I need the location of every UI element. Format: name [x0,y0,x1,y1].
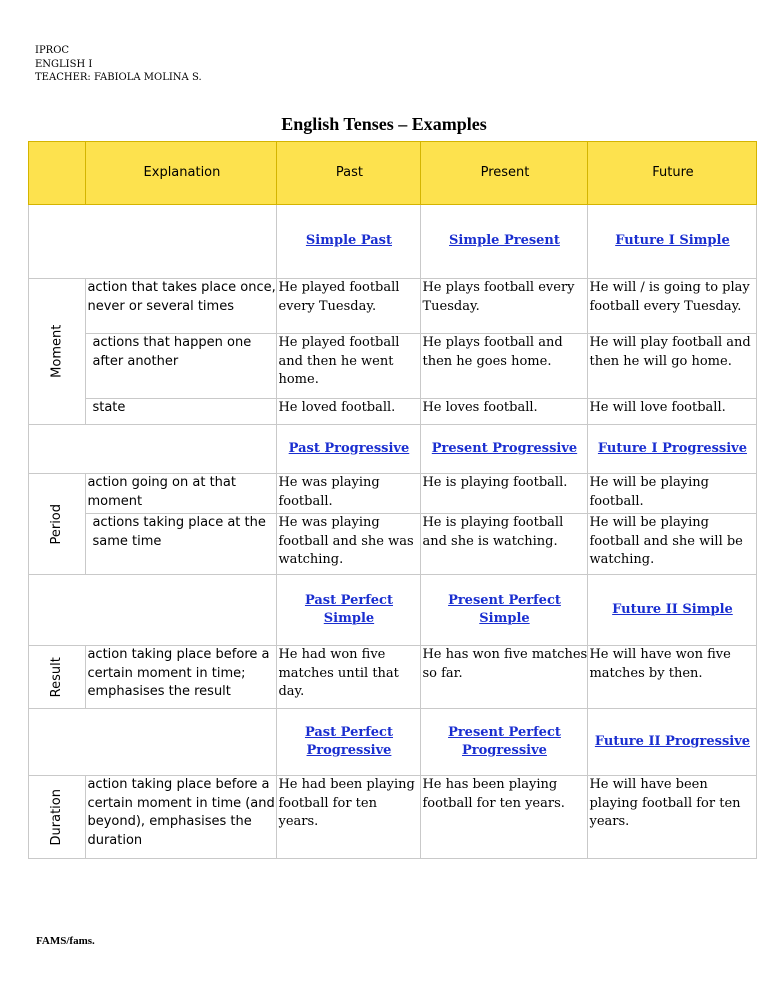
tense-link-future-ii-simple[interactable]: Future II Simple [588,575,757,646]
tense-link-future-i-progressive[interactable]: Future I Progressive [588,425,757,474]
tense-names-row [29,425,757,474]
group-label-result: Result [29,646,86,709]
teacher-name: TEACHER: FABIOLA MOLINA S. [35,72,202,83]
tense-names-blank [29,425,277,474]
group-label-duration: Duration [29,776,86,859]
example-past: He was playing football and she was watching. [277,514,421,575]
tense-names-row [29,575,757,646]
column-header-past: Past [277,142,421,205]
table-header-row [29,142,757,205]
table-row [29,646,757,709]
table-row [29,514,757,575]
example-future: He will / is going to play football every Tuesday. [588,279,757,334]
example-future: He will love football. [588,399,757,425]
explanation-cell: action taking place before a certain moment in time; emphasises the result [86,646,277,709]
example-future: He will have been playing football for ten years. [588,776,757,859]
explanation-cell: action going on at that moment [86,474,277,514]
example-present: He has been playing football for ten years. [421,776,588,859]
tense-link-past-perfect-progressive[interactable]: Past Perfect Progressive [277,709,421,776]
document-header [35,44,202,85]
tense-link-simple-present[interactable]: Simple Present [421,205,588,279]
table-row [29,399,757,425]
example-future: He will play football and then he will go home. [588,334,757,399]
course-name: ENGLISH I [35,58,93,70]
tense-link-present-progressive[interactable]: Present Progressive [421,425,588,474]
example-future: He will have won five matches by then. [588,646,757,709]
tense-link-past-progressive[interactable]: Past Progressive [277,425,421,474]
footer-signature: FAMS/fams. [36,935,95,947]
example-past: He played football and then he went home. [277,334,421,399]
tense-link-present-perfect-simple[interactable]: Present Perfect Simple [421,575,588,646]
example-past: He loved football. [277,399,421,425]
tense-names-blank [29,205,277,279]
example-past: He had been playing football for ten years. [277,776,421,859]
example-future: He will be playing football. [588,474,757,514]
tense-link-simple-past[interactable]: Simple Past [277,205,421,279]
example-present: He has won five matches so far. [421,646,588,709]
table-row [29,776,757,859]
group-label-moment: Moment [29,279,86,425]
example-present: He loves football. [421,399,588,425]
example-present: He is playing football. [421,474,588,514]
tense-names-row [29,709,757,776]
table-row [29,474,757,514]
column-header-future: Future [588,142,757,205]
example-future: He will be playing football and she will be watching. [588,514,757,575]
explanation-cell: state [86,399,277,425]
example-present: He plays football and then he goes home. [421,334,588,399]
tense-names-blank [29,709,277,776]
tense-link-present-perfect-progressive[interactable]: Present Perfect Progressive [421,709,588,776]
school-name: IPROC [35,45,70,56]
tense-names-row [29,205,757,279]
tense-link-future-ii-progressive[interactable]: Future II Progressive [588,709,757,776]
explanation-cell: actions that happen one after another [86,334,277,399]
tenses-table [28,141,757,859]
table-row [29,334,757,399]
tense-names-blank [29,575,277,646]
page-title: English Tenses – Examples [281,114,487,134]
tense-link-future-i-simple[interactable]: Future I Simple [588,205,757,279]
explanation-cell: action taking place before a certain moment in time (and beyond), emphasises the duration [86,776,277,859]
example-present: He is playing football and she is watching. [421,514,588,575]
example-past: He was playing football. [277,474,421,514]
group-label-period: Period [29,474,86,575]
explanation-cell: actions taking place at the same time [86,514,277,575]
table-row [29,279,757,334]
column-header-present: Present [421,142,588,205]
example-past: He had won five matches until that day. [277,646,421,709]
explanation-cell: action that takes place once, never or several times [86,279,277,334]
column-header-explanation: Explanation [86,142,277,205]
example-past: He played football every Tuesday. [277,279,421,334]
example-present: He plays football every Tuesday. [421,279,588,334]
header-corner [29,142,86,205]
tense-link-past-perfect-simple[interactable]: Past Perfect Simple [277,575,421,646]
